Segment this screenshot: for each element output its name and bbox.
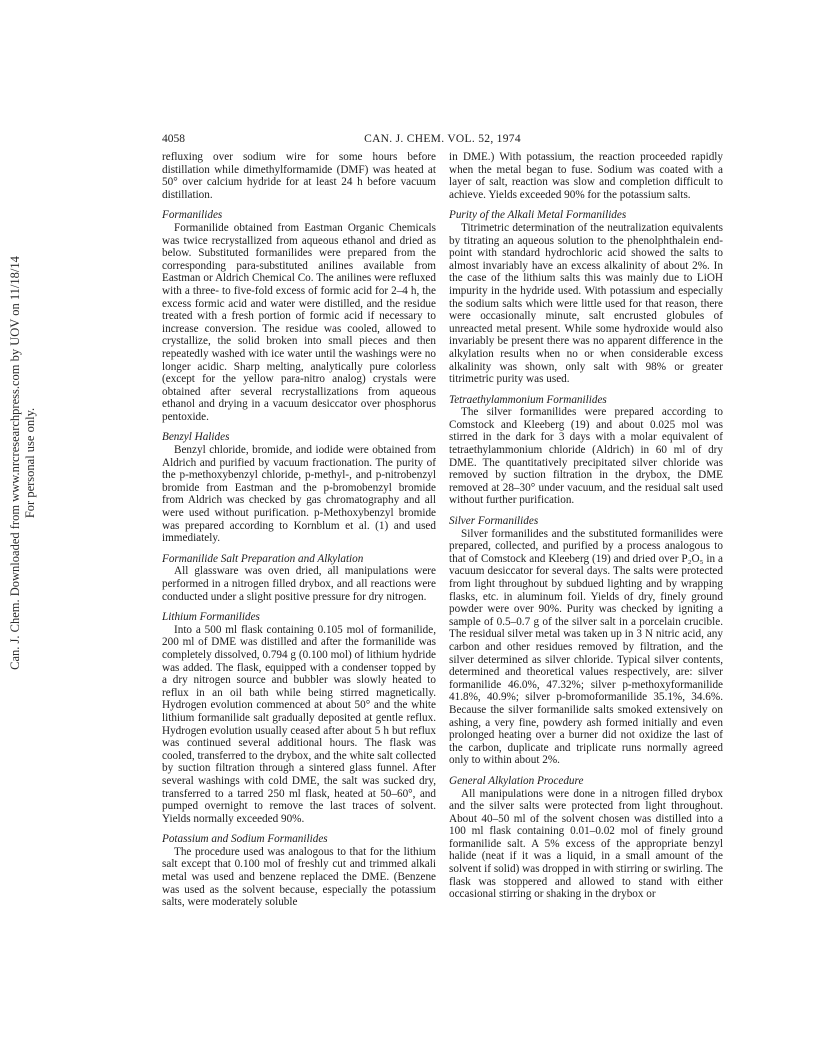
right-column — [449, 151, 723, 901]
section-heading-benzyl-halides: Benzyl Halides — [162, 431, 230, 444]
section-heading-lithium: Lithium Formanilides — [162, 611, 260, 624]
silver-paragraph: Silver formanilides and the substituted formanilides were prepared, collected, and purified by a process analogous to that of Comstock and Kleeberg (19) and dried over P₂O₅ in a vacuum desiccator for several days. The salts were protected from light throughout by subdued lighting and by wrapping flasks, etc. in aluminum foil. Yields of dry, finely ground powder were over 90%. Purity was checked by igniting a sample of 0.5–0.7 g of the silver salt in a porcelain crucible. The residual silver metal was taken up in 3 N nitric acid, any carbon and other residues removed by filtration, and the silver determined as silver chloride. Typical silver contents, determined and theoretical values respectively, are: silver formanilide 46.0%, 47.32%; silver p-methoxyformanilide 41.8%, 40.9%; silver p-bromoformanilide 35.1%, 34.6%. Because the silver formanilide salts smoked extensively on ashing, a very fine, powdery ash formed initially and even prolonged heating over a burner did not oxidize the last of the carbon, duplicate and triplicate runs normally agreed only to within about 2%. — [449, 527, 723, 767]
section-heading-tetraethylammonium: Tetraethylammonium Formanilides — [449, 393, 607, 406]
general-alkylation-paragraph: All manipulations were done in a nitrogen filled drybox and the silver salts were protected from light throughout. About 40–50 ml of the solvent chosen was distilled into a 100 ml flask containing 0.01–0.02 mol of finely ground formanilide salt. A 5% excess of the appropriate benzyl halide (neat if it was a liquid, in a small amount of the solvent if solid) was dropped in with stirring or swirling. The flask was stoppered and allowed to stand with either occasional stirring or shaking in the drybox or — [449, 787, 723, 901]
benzyl-halides-paragraph: Benzyl chloride, bromide, and iodide were obtained from Aldrich and purified by vacuum fractionation. The purity of the p-methoxybenzyl chloride, p-methyl-, and p-nitrobenzyl bromide from Eastman and the p-bromobenzyl bromide from Aldrich was checked by gas chromatography and all were used without purification. p-Methoxybenzyl bromide was prepared according to Kornblum et al. (1) and used immediately. — [162, 444, 436, 545]
section-heading-general-alkylation: General Alkylation Procedure — [449, 774, 584, 787]
salt-preparation-paragraph: All glassware was oven dried, all manipulations were performed in a nitrogen filled drybox, and all reactions were conducted under a slight positive pressure for dry nitrogen. — [162, 565, 436, 603]
section-heading-formanilides: Formanilides — [162, 209, 223, 222]
section-heading-potassium-sodium: Potassium and Sodium Formanilides — [162, 833, 328, 846]
page-header — [162, 133, 723, 149]
potassium-sodium-paragraph: The procedure used was analogous to that for the lithium salt except that 0.100 mol of freshly cut and trimmed alkali metal was used and benzene replaced the DME. (Benzene was used as the solvent because, especially the potassium salts, were moderately soluble — [162, 845, 436, 909]
section-heading-salt-preparation: Formanilide Salt Preparation and Alkylation — [162, 552, 364, 565]
download-watermark — [8, 228, 38, 698]
intro-paragraph: refluxing over sodium wire for some hours before distillation while dimethylformamide (DMF) was heated at 50° over calcium hydride for at least 24 h before vacuum distillation. — [162, 151, 436, 201]
watermark-line-2: For personal use only. — [23, 407, 37, 519]
page-number: 4058 — [162, 133, 185, 145]
lithium-paragraph: Into a 500 ml flask containing 0.105 mol of formanilide, 200 ml of DME was distilled and after the formanilide was completely dissolved, 0.794 g (0.100 mol) of lithium hydride was added. The flask, equipped with a condenser topped by a dry nitrogen source and bubbler was slowly heated to reflux in an oil bath while being stirred magnetically. Hydrogen evolution commenced at about 50° and the white lithium formanilide salt gradually deposited at gentle reflux. Hydrogen evolution usually ceased after about 5 h but reflux was continued several additional hours. The flask was cooled, transferred to the drybox, and the white salt collected by suction filtration through a sintered glass funnel. After several washings with cold DME, the salt was sucked dry, transferred to a tarred 250 ml flask, heated at 50–60°, and pumped overnight to remove the last traces of solvent. Yields normally exceeded 90%. — [162, 623, 436, 825]
watermark-line-1: Can. J. Chem. Downloaded from www.nrcresearchpress.com by UOV on 11/18/14 — [8, 256, 22, 670]
tetraethylammonium-paragraph: The silver formanilides were prepared according to Comstock and Kleeberg (19) and about 0.025 mol was stirred in the dark for 3 days with a molar equivalent of tetraethylammonium chloride (Aldrich) in 60 ml of dry DME. The quantitatively precipitated silver chloride was removed by suction filtration in the drybox, the DME removed at 28–30° under vacuum, and the residual salt used without further purification. — [449, 406, 723, 507]
running-head: CAN. J. CHEM. VOL. 52, 1974 — [364, 133, 521, 145]
left-column — [162, 151, 436, 909]
formanilides-paragraph: Formanilide obtained from Eastman Organic Chemicals was twice recrystallized from aqueous ethanol and dried as below. Substituted formanilides were prepared from the corresponding para-substituted anilines available from Eastman or Aldrich Chemical Co. The anilines were refluxed with a three- to five-fold excess of formic acid for 2–4 h, the excess formic acid and water were distilled, and the residue treated with a fresh portion of formic acid if necessary to increase conversion. The residue was cooled, allowed to crystallize, the solid broken into small pieces and then repeatedly washed with ice water until the washings were no longer acidic. Sharp melting, analytically pure colorless (except for the yellow para-nitro analog) crystals were obtained after several recrystallizations from aqueous ethanol and drying in a vacuum desiccator over phosphorus pentoxide. — [162, 221, 436, 423]
continued-paragraph: in DME.) With potassium, the reaction proceeded rapidly when the metal began to fuse. Sodium was coated with a layer of salt, reaction was slow and completion difficult to achieve. Yields exceeded 90% for the potassium salts. — [449, 151, 723, 201]
purity-paragraph: Titrimetric determination of the neutralization equivalents by titrating an aqueous solution to the phenolphthalein end-point with standard hydrochloric acid showed the salts to almost invariably have an excess alkalinity of about 2%. In the case of the lithium salts this was mainly due to LiOH impurity in the hydride used. With potassium and especially the sodium salts which were little used for that reason, there were occasionally minute, salt encrusted globules of unreacted metal present. While some hydroxide would also invariably be present there was no apparent difference in the alkylation results when no or when considerable excess alkalinity was shown, only salt with 98% or greater titrimetric purity was used. — [449, 221, 723, 386]
section-heading-purity: Purity of the Alkali Metal Formanilides — [449, 209, 627, 222]
section-heading-silver: Silver Formanilides — [449, 515, 539, 528]
